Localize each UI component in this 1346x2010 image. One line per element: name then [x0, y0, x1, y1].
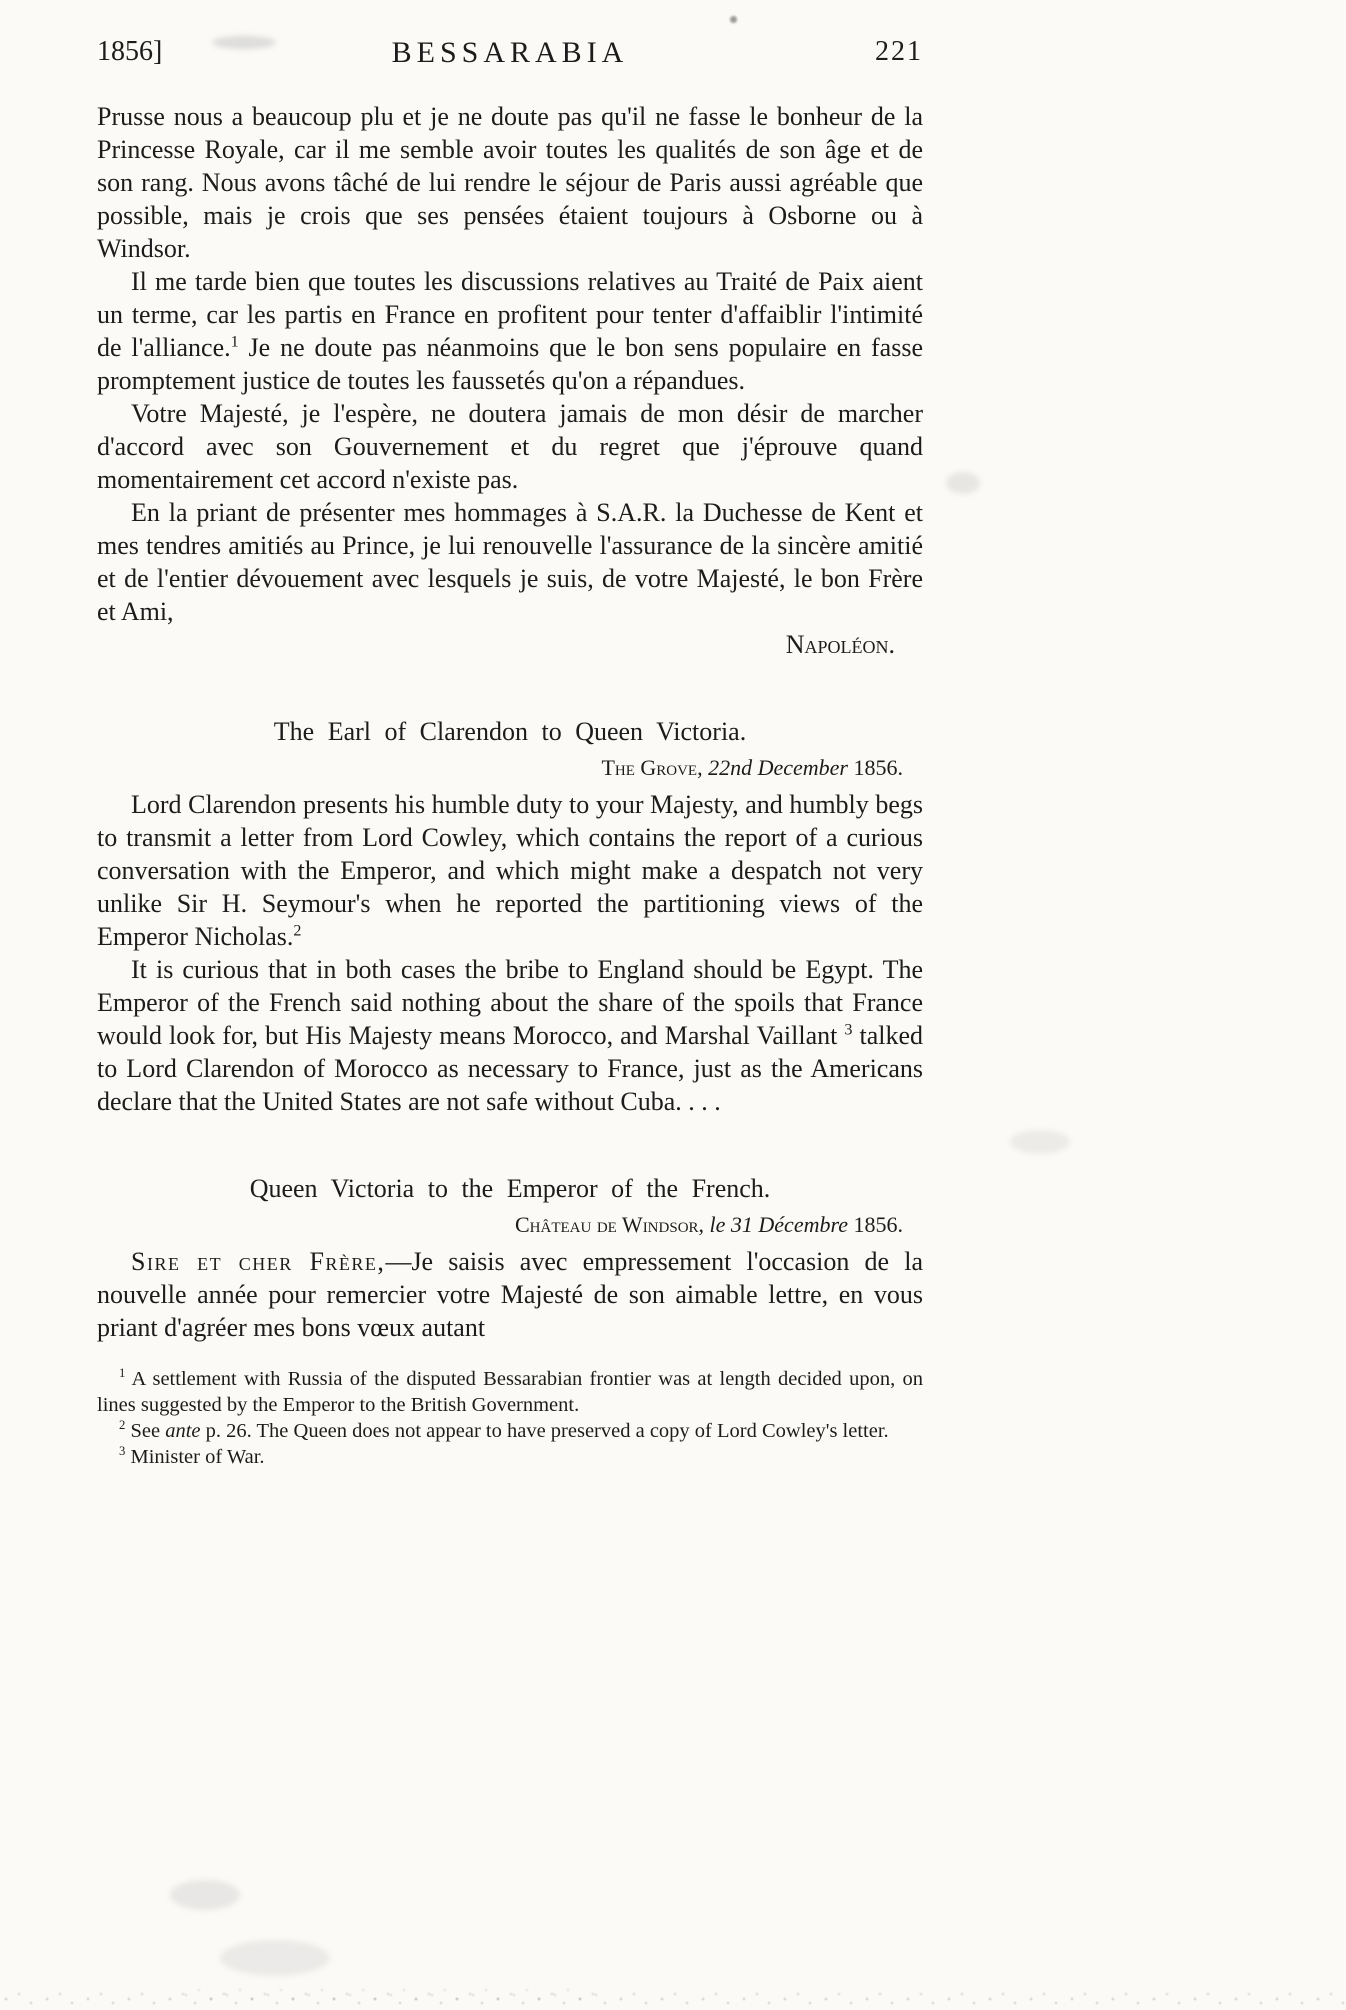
footnote-1: $^1$ A settlement with Russia of the disputed Bessarabian frontier was at length decided upon, on lines suggested by the Emperor to the British Government. — [97, 1366, 923, 1416]
page-title: BESSARABIA — [391, 36, 629, 69]
scan-smudge — [1010, 1130, 1070, 1154]
scan-noise — [0, 1988, 1346, 2010]
clarendon-letter-dateline: The Grove, 22nd December 1856. — [601, 755, 903, 780]
scan-smudge — [220, 1940, 330, 1976]
napoleon-letter-paragraph-3: Votre Majesté, je l'espère, ne doutera jamais de mon désir de marcher d'accord avec son Gouvernement et du regret que j'éprouve quand momentairement cet accord n'existe pas. — [97, 399, 923, 494]
napoleon-letter-paragraph-1: Prusse nous a beaucoup plu et je ne doute pas qu'il ne fasse le bonheur de la Princesse Royale, car il me semble avoir toutes les qualités de son âge et de son rang. Nous avons tâché de lui rendre le séjour de Paris aussi agréable que possible, mais je crois que ses pensées étaient toujours à Osborne ou à Windsor. — [97, 102, 923, 263]
napoleon-signature: Napoléon. — [785, 630, 895, 659]
victoria-letter-dateline: Château de Windsor, le 31 Décembre 1856. — [515, 1212, 903, 1237]
scan-noise — [180, 1984, 600, 2006]
footnote-2: $^2$ See ante p. 26. The Queen does not appear to have preserved a copy of Lord Cowley's letter. — [119, 1418, 889, 1442]
scan-smudge — [946, 472, 980, 494]
victoria-letter-heading: Queen Victoria to the Emperor of the French. — [249, 1174, 771, 1203]
page-number: 221 — [875, 36, 923, 67]
scan-smudge — [170, 1880, 240, 1910]
footnote-3: $^3$ Minister of War. — [119, 1444, 265, 1468]
clarendon-letter-heading: The Earl of Clarendon to Queen Victoria. — [273, 717, 747, 746]
page-content — [97, 100, 923, 1470]
text-block — [97, 36, 923, 1470]
running-header — [97, 36, 923, 76]
clarendon-letter-paragraph-1: Lord Clarendon presents his humble duty to your Majesty, and humbly begs to transmit a letter from Lord Cowley, which contains the report of a curious conversation with the Emperor, and which might make a despatch not very unlike Sir H. Seymour's when he reported the partitioning views of the Emperor Nicholas.$^2$ — [97, 790, 923, 951]
victoria-letter-paragraph-1: Sire et cher Frère,—Je saisis avec empressement l'occasion de la nouvelle année pour remercier votre Majesté de son aimable lettre, en vous priant d'agréer mes bons vœux autant — [97, 1247, 923, 1342]
header-year: 1856] — [97, 36, 163, 67]
napoleon-letter-paragraph-2: Il me tarde bien que toutes les discussions relatives au Traité de Paix aient un terme, car les partis en France en profitent pour tenter d'affaiblir l'intimité de l'alliance.$^1$ Je ne doute pas néanmoins que le bon sens populaire en fasse promptement justice de toutes les faussetés qu'on a répandues. — [97, 267, 924, 395]
clarendon-letter-paragraph-2: It is curious that in both cases the bribe to England should be Egypt. The Emperor of the French said nothing about the share of the spoils that France would look for, but His Majesty means Morocco, and Marshal Vaillant $^3$ talked to Lord Clarendon of Morocco as necessary to France, just as the Americans declare that the United States are not safe without Cuba. . . . — [97, 955, 923, 1116]
scan-dot — [730, 16, 737, 23]
napoleon-letter-paragraph-4: En la priant de présenter mes hommages à S.A.R. la Duchesse de Kent et mes tendres amitiés au Prince, je lui renouvelle l'assurance de la sincère amitié et de l'entier dévouement avec lesquels je suis, de votre Majesté, le bon Frère et Ami, — [97, 498, 923, 626]
